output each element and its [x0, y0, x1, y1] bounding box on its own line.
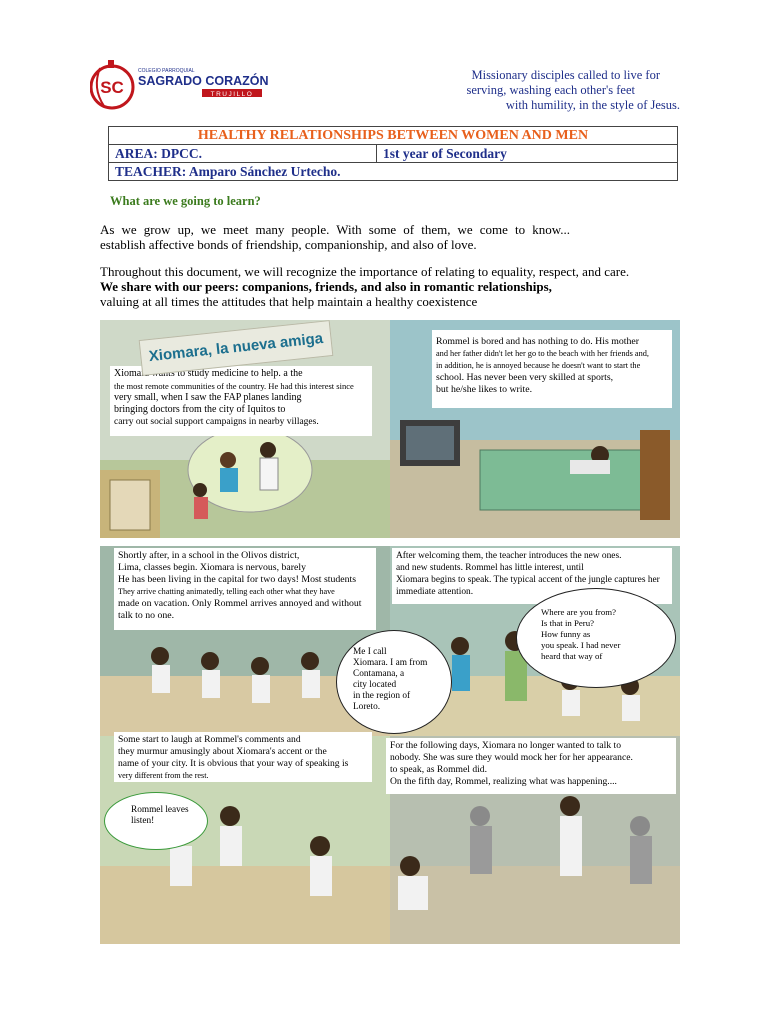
caption-line: very small, when I saw the FAP planes landing	[114, 392, 302, 403]
caption-line: talk to no one.	[118, 610, 175, 621]
caption-line: Rommel is bored and has nothing to do. His mother	[436, 336, 639, 347]
bubble-line: Rommel leaves	[131, 805, 189, 815]
caption-line: the most remote communities of the country. He had this interest since	[114, 381, 354, 391]
caption-laughing	[114, 732, 372, 782]
motto-line: Missionary disciples called to live for	[471, 68, 660, 82]
caption-line: but he/she likes to write.	[436, 384, 533, 395]
caption-line: They arrive chatting animatedly, telling each other what they have	[118, 587, 335, 596]
text-line: Throughout this document, we will recognize the importance of relating to equality, respect, and care.	[100, 264, 630, 279]
teacher-cell: TEACHER: Amparo Sánchez Urtecho.	[109, 163, 678, 181]
bubble-line: city located	[353, 680, 397, 690]
caption-line: Some start to laugh at Rommel's comments and	[118, 734, 301, 745]
caption-line: For the following days, Xiomara no longer wanted to talk to	[390, 740, 622, 751]
bubble-line: in the region of	[353, 691, 411, 701]
logo-initials: SC	[100, 78, 124, 97]
caption-line: made on vacation. Only Rommel arrives annoyed and without	[118, 598, 362, 609]
intro-paragraph-1	[100, 222, 680, 252]
caption-line: On the fifth day, Rommel, realizing what was happening....	[390, 776, 617, 787]
caption-line: school. Has never been very skilled at sports,	[436, 372, 614, 383]
caption-line: and her father didn't let her go to the beach with her friends and,	[436, 349, 649, 358]
text-line: As we grow up, we meet many people. With some of them, we come to know...	[100, 222, 570, 237]
caption-line: immediate attention.	[396, 587, 474, 597]
comic-panel-2	[100, 546, 680, 944]
logo-small-line: COLEGIO PARROQUIAL	[138, 68, 195, 74]
text-line: We share with our peers: companions, friends, and also in romantic relationships,	[100, 279, 552, 294]
caption-line: nobody. She was sure they would mock her for her appearance.	[390, 752, 633, 763]
caption-line: After welcoming them, the teacher introduces the new ones.	[396, 551, 622, 561]
caption-line: He has been living in the capital for two days! Most students	[118, 574, 357, 585]
bubble-line: Loreto.	[353, 702, 381, 712]
motto-line: with humility, in the style of Jesus.	[505, 98, 680, 112]
caption-line: and new students. Rommel has little interest, until	[396, 563, 584, 573]
text-line: establish affective bonds of friendship, companionship, and also of love.	[100, 237, 477, 252]
caption-line: bringing doctors from the city of Iquitos to	[114, 404, 286, 415]
logo-emblem-icon	[90, 58, 270, 116]
area-cell: AREA: DPCC.	[109, 145, 377, 163]
caption-line: they murmur amusingly about Xiomara's accent or the	[118, 746, 327, 757]
caption-line: Xiomara wants to study medicine to help. a the	[114, 368, 303, 379]
bubble-line: Where are you from?	[541, 607, 616, 617]
text-line: valuing at all times the attitudes that help maintain a healthy coexistence	[100, 294, 478, 309]
school-logo	[90, 58, 270, 116]
logo-name: SAGRADO CORAZÓN	[138, 74, 269, 88]
school-motto	[440, 68, 680, 113]
caption-school	[114, 548, 376, 630]
bubble-line: Xiomara. I am from	[353, 658, 428, 668]
comic-title: Xiomara, la nueva amiga	[147, 329, 324, 366]
speech-bubble-leaves	[104, 792, 208, 850]
caption-xiomara	[110, 366, 372, 436]
caption-line: very different from the rest.	[118, 771, 209, 780]
document-title: HEALTHY RELATIONSHIPS BETWEEN WOMEN AND MEN	[109, 127, 678, 145]
bubble-line: you speak. I had never	[541, 640, 621, 650]
caption-line: Xiomara begins to speak. The typical accent of the jungle captures her	[396, 575, 660, 585]
caption-line: in addition, he is annoyed because he doesn't want to start the	[436, 361, 641, 370]
bubble-line: Me I call	[353, 647, 387, 657]
caption-line: carry out social support campaigns in nearby villages.	[114, 417, 319, 427]
bubble-line: heard that way of	[541, 651, 603, 661]
caption-following-days	[386, 738, 676, 794]
section-heading: What are we going to learn?	[110, 194, 261, 208]
caption-line: to speak, as Rommel did.	[390, 764, 487, 775]
year-cell: 1st year of Secondary	[377, 145, 678, 163]
speech-bubble-xiomara	[336, 630, 452, 734]
bubble-line: How funny as	[541, 629, 591, 639]
bubble-line: listen!	[131, 816, 155, 826]
speech-bubble-rommel	[516, 588, 676, 688]
caption-rommel	[432, 330, 672, 408]
motto-line: serving, washing each other's feet	[466, 83, 635, 97]
caption-line: name of your city. It is obvious that your way of speaking is	[118, 758, 349, 769]
intro-paragraph-2	[100, 264, 680, 309]
header-table	[108, 126, 678, 181]
bubble-line: Is that in Peru?	[541, 618, 595, 628]
caption-line: Lima, classes begin. Xiomara is nervous, barely	[118, 562, 306, 573]
logo-city: TRUJILLO	[210, 91, 254, 98]
caption-line: Shortly after, in a school in the Olivos district,	[118, 550, 300, 561]
bubble-line: Contamana, a	[353, 669, 405, 679]
